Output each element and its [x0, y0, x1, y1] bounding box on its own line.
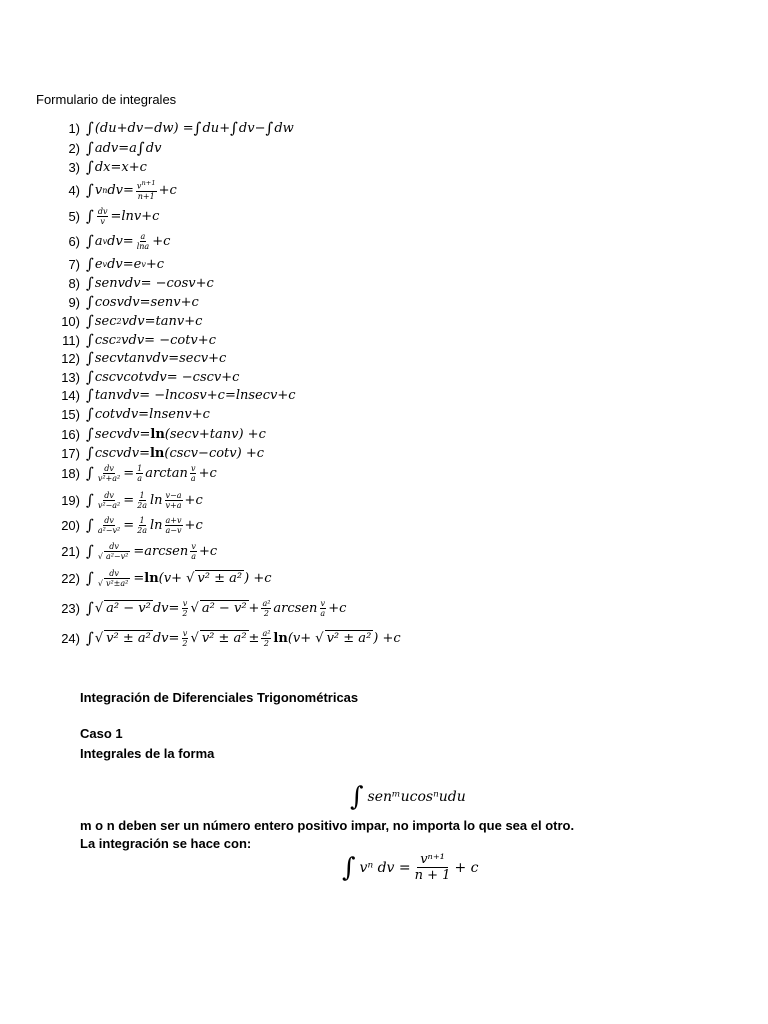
integral-sign: ∫ [350, 782, 364, 812]
formula-row [36, 273, 214, 293]
formula-expression: ∫ dx = x + c [86, 158, 147, 176]
final-formula-numerator: vⁿ⁺¹ [417, 852, 448, 868]
formula-expression: ∫ v n dv = $\frac{v^{n+1}}{n+1}$ + c [86, 179, 177, 201]
formula-number: 1) [68, 120, 80, 136]
formula-expression: ∫ secvtanvdv = secv + c [86, 349, 227, 367]
formula-row [36, 490, 203, 510]
formula-row [36, 598, 346, 618]
formula-number: 24) [61, 630, 80, 646]
formula-expression: ∫ $\frac{dv}{\text{√ a²−v²}}$ = arcsen $\frac{v}{a}$ + c [86, 541, 218, 561]
formula-number: 8) [68, 275, 80, 291]
case-integral [350, 782, 466, 812]
formula-row [36, 348, 226, 368]
formula-expression: ∫ ( du + dv − dw ) = ∫ du + ∫ dv − ∫ dw [86, 119, 294, 137]
formula-row [36, 157, 147, 177]
formula-row [36, 443, 264, 463]
formula-row [36, 568, 272, 588]
formula-number: 22) [61, 570, 80, 586]
formula-number: 16) [61, 426, 80, 442]
formula-expression: ∫ $\frac{dv}{\text{v²−a²}}$ = $\frac{1}{2a}$ ln $\frac{v-a}{v+a}$ + c [86, 490, 203, 510]
formula-number: 14) [61, 387, 80, 403]
formula-expression: ∫ secvdv = ln ( secv + tanv ) + c [86, 425, 266, 443]
formula-expression: ∫ cosvdv = senv + c [86, 293, 199, 311]
formula-expression: ∫ senvdv = − cosv + c [86, 274, 214, 292]
formula-number: 10) [61, 313, 80, 329]
formula-expression: ∫ $\frac{dv}{v}$ = lnv + c [86, 206, 160, 226]
formula-number: 6) [68, 233, 80, 249]
integration-intro: La integración se hace con: [80, 836, 252, 851]
formula-row [36, 180, 177, 200]
formula-expression: ∫ tanvdv = − lncosv + c = lnsecv + c [86, 386, 296, 404]
formula-expression: ∫ adv = a ∫ dv [86, 139, 162, 157]
formula-number: 21) [61, 543, 80, 559]
formula-row [36, 138, 161, 158]
final-formula-fraction [415, 852, 451, 883]
formula-row [36, 541, 217, 561]
formula-expression: ∫ √ a² − v² dv = $\frac{v}{2}$ √ a² − v² + $\frac{\text{a²}}{2}$ arcsen $\frac{v}{a}$ + c [86, 598, 347, 618]
formula-row [36, 628, 401, 648]
final-formula-lhs: vⁿ dv = [359, 859, 411, 876]
formula-expression: ∫ cotvdv = lnsenv + c [86, 405, 210, 423]
formula-row [36, 367, 239, 387]
formula-row [36, 463, 217, 483]
formula-expression: ∫ a v dv = $\frac{a}{\ln a}$ + c [86, 231, 171, 251]
formula-expression: ∫ $\frac{dv}{\text{√ v²±a²}}$ = ln ( v + √ v² ± a² ) + c [86, 568, 272, 588]
case-integral-expression: senᵐucosⁿudu [367, 789, 466, 805]
formula-row [36, 385, 296, 405]
formula-expression: ∫ √ v² ± a² dv = $\frac{v}{2}$ √ v² ± a² ± $\frac{\text{a²}}{2}$ ln ( v + √ v² ± a² ) + c [86, 628, 401, 648]
case-intro: Integrales de la forma [80, 746, 215, 761]
formula-number: 13) [61, 369, 80, 385]
formula-number: 20) [61, 517, 80, 533]
formula-number: 17) [61, 445, 80, 461]
formula-row [36, 424, 266, 444]
formula-row [36, 118, 294, 138]
formula-expression: ∫ csc 2 vdv = − cotv + c [86, 331, 216, 349]
formula-number: 18) [61, 465, 80, 481]
formula-number: 12) [61, 350, 80, 366]
final-formula-tail: + c [454, 859, 479, 876]
formula-row [36, 311, 202, 331]
formula-number: 23) [61, 600, 80, 616]
case-label: Caso 1 [80, 726, 123, 741]
formula-number: 15) [61, 406, 80, 422]
formula-row [36, 515, 203, 535]
formula-expression: ∫ e v dv = e v + c [86, 255, 165, 273]
formula-number: 3) [68, 159, 80, 175]
formula-number: 11) [62, 332, 80, 348]
formula-number: 2) [68, 140, 80, 156]
rule-text: m o n deben ser un número entero positivo impar, no importa lo que sea el otro. [80, 818, 575, 833]
formula-number: 9) [68, 294, 80, 310]
formula-row [36, 254, 164, 274]
formula-number: 5) [68, 208, 80, 224]
formula-expression: ∫ cscvdv = ln ( cscv − cotv ) + c [86, 444, 265, 462]
final-formula [342, 852, 478, 883]
formula-row [36, 292, 199, 312]
formula-expression: ∫ $\frac{dv}{\text{a²−v²}}$ = $\frac{1}{2a}$ ln $\frac{a+v}{a-v}$ + c [86, 515, 203, 535]
formula-expression: ∫ sec 2 vdv = tanv + c [86, 312, 203, 330]
formula-row [36, 231, 170, 251]
formula-row [36, 404, 210, 424]
formula-expression: ∫ $\frac{dv}{\text{v²+a²}}$ = $\frac{1}{a}$ arctan $\frac{v}{a}$ + c [86, 463, 217, 483]
formula-row [36, 330, 216, 350]
section-heading: Integración de Diferenciales Trigonométricas [80, 690, 359, 705]
page-title: Formulario de integrales [36, 92, 177, 107]
final-formula-denominator: n + 1 [414, 868, 451, 883]
formula-expression: ∫ cscvcotvdv = − cscv + c [86, 368, 240, 386]
formula-number: 19) [61, 492, 80, 508]
formula-number: 4) [68, 182, 80, 198]
integral-sign: ∫ [342, 852, 356, 883]
formula-number: 7) [68, 256, 80, 272]
formula-row [36, 206, 159, 226]
